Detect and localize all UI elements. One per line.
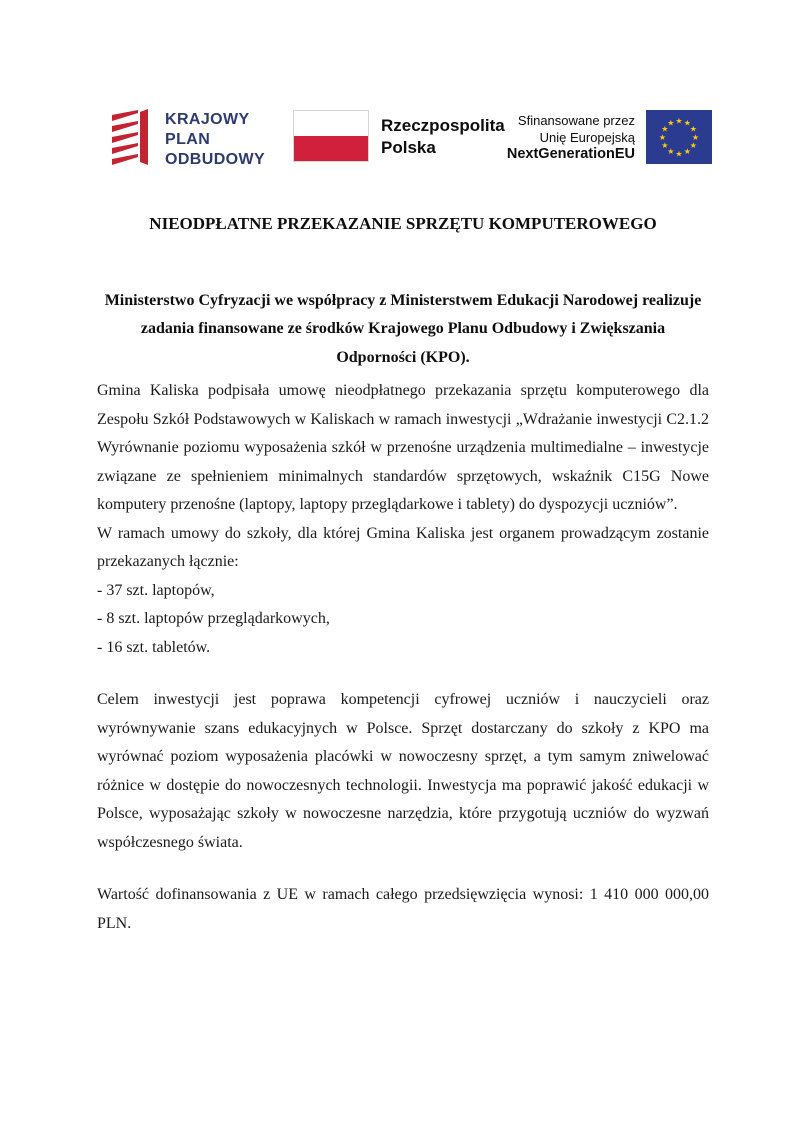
svg-text:★: ★ — [658, 132, 667, 142]
svg-text:★: ★ — [683, 118, 691, 128]
poland-flag-icon — [293, 110, 369, 162]
kpo-logo-text — [165, 108, 265, 170]
svg-text:★: ★ — [661, 124, 669, 134]
kpo-building-icon — [110, 108, 156, 166]
poland-logo-text — [381, 110, 505, 162]
list-item-browser-laptops: - 8 szt. laptopów przeglądarkowych, — [97, 610, 330, 627]
paragraph-agreement: Gmina Kaliska podpisała umowę nieodpłatnego przekazania sprzętu komputerowego dla Zespołu Szkół Podstawowych w Kaliskach w ramach inwestycji „Wdrażanie inwestycji C2.1.2 Wyrównanie poziomu wyposażenia szkół w przenośne urządzenia multimedialne – inwestycje związane ze spełnieniem minimalnych standardów sprzętowych, wskaźnik C15G Nowe komputery przenośne (laptopy, laptopy przeglądarkowe i tablety) do dyspozycji uczniów”. — [97, 382, 709, 513]
eu-flag-icon — [646, 110, 712, 164]
poland-logo-line: Rzeczpospolita — [381, 116, 505, 135]
eu-funding-text — [505, 110, 635, 164]
lead-line: zadania finansowane ze środków Krajowego Planu Odbudowy i Zwiększania — [140, 320, 666, 337]
list-item-tablets: - 16 szt. tabletów. — [97, 638, 211, 656]
poland-flag-red-stripe — [294, 136, 368, 161]
paragraph-funding-value: Wartość dofinansowania z UE w ramach całego przedsięwzięcia wynosi: 1 410 000 000,00 PLN. — [97, 886, 709, 932]
kpo-logo-line: ODBUDOWY — [165, 151, 266, 168]
svg-text:★: ★ — [689, 141, 697, 151]
list-item-laptops: - 37 szt. laptopów, — [97, 581, 215, 599]
lead-line: Odporności (KPO). — [336, 348, 470, 366]
nextgeneration-eu-label: NextGenerationEU — [506, 146, 635, 162]
paragraph-transfer: W ramach umowy do szkoły, dla której Gmina Kaliska jest organem prowadzącym zostanie przekazanych łącznie: — [97, 524, 709, 570]
svg-text:★: ★ — [675, 149, 683, 159]
lead-line: Ministerstwo Cyfryzacji we współpracy z Ministerstwem Edukacji Narodowej realizuje — [104, 291, 702, 309]
paragraph-goal: Celem inwestycji jest poprawa kompetencji cyfrowej uczniów i nauczycieli oraz wyrównywanie szans edukacyjnych w Polsce. Sprzęt dostarczany do szkoły z KPO ma wyrównać poziom wyposażenia placówki w nowoczesny sprzęt, a tym samym zniwelować różnice w dostępie do nowoczesnych technologii. Inwestycja ma poprawić jakość edukacji w Polsce, wyposażając szkoły w nowoczesne narzędzia, które przygotują uczniów do wyzwań współczesnego świata. — [97, 691, 709, 851]
kpo-logo — [110, 108, 265, 170]
eu-funding-line: Unię Europejską — [539, 129, 635, 145]
svg-text:★: ★ — [667, 147, 675, 157]
svg-text:★: ★ — [667, 118, 675, 128]
eu-funding-line: Sfinansowane przez — [517, 113, 635, 128]
poland-flag-white-stripe — [294, 111, 368, 136]
equipment-list — [97, 577, 709, 663]
svg-text:★: ★ — [683, 147, 691, 157]
document-content — [97, 210, 709, 938]
svg-text:★: ★ — [691, 132, 700, 142]
eu-funding-logo — [505, 110, 712, 164]
svg-text:★: ★ — [661, 141, 669, 151]
document-title: NIEODPŁATNE PRZEKAZANIE SPRZĘTU KOMPUTEROWEGO — [149, 214, 657, 233]
svg-text:★: ★ — [675, 116, 683, 126]
kpo-logo-line: KRAJOWY — [165, 111, 250, 128]
poland-logo — [293, 110, 505, 162]
lead-paragraph — [97, 287, 709, 373]
kpo-logo-line: PLAN — [165, 131, 211, 148]
logos-header — [0, 108, 800, 170]
poland-logo-line: Polska — [381, 138, 436, 157]
svg-text:★: ★ — [689, 124, 697, 134]
